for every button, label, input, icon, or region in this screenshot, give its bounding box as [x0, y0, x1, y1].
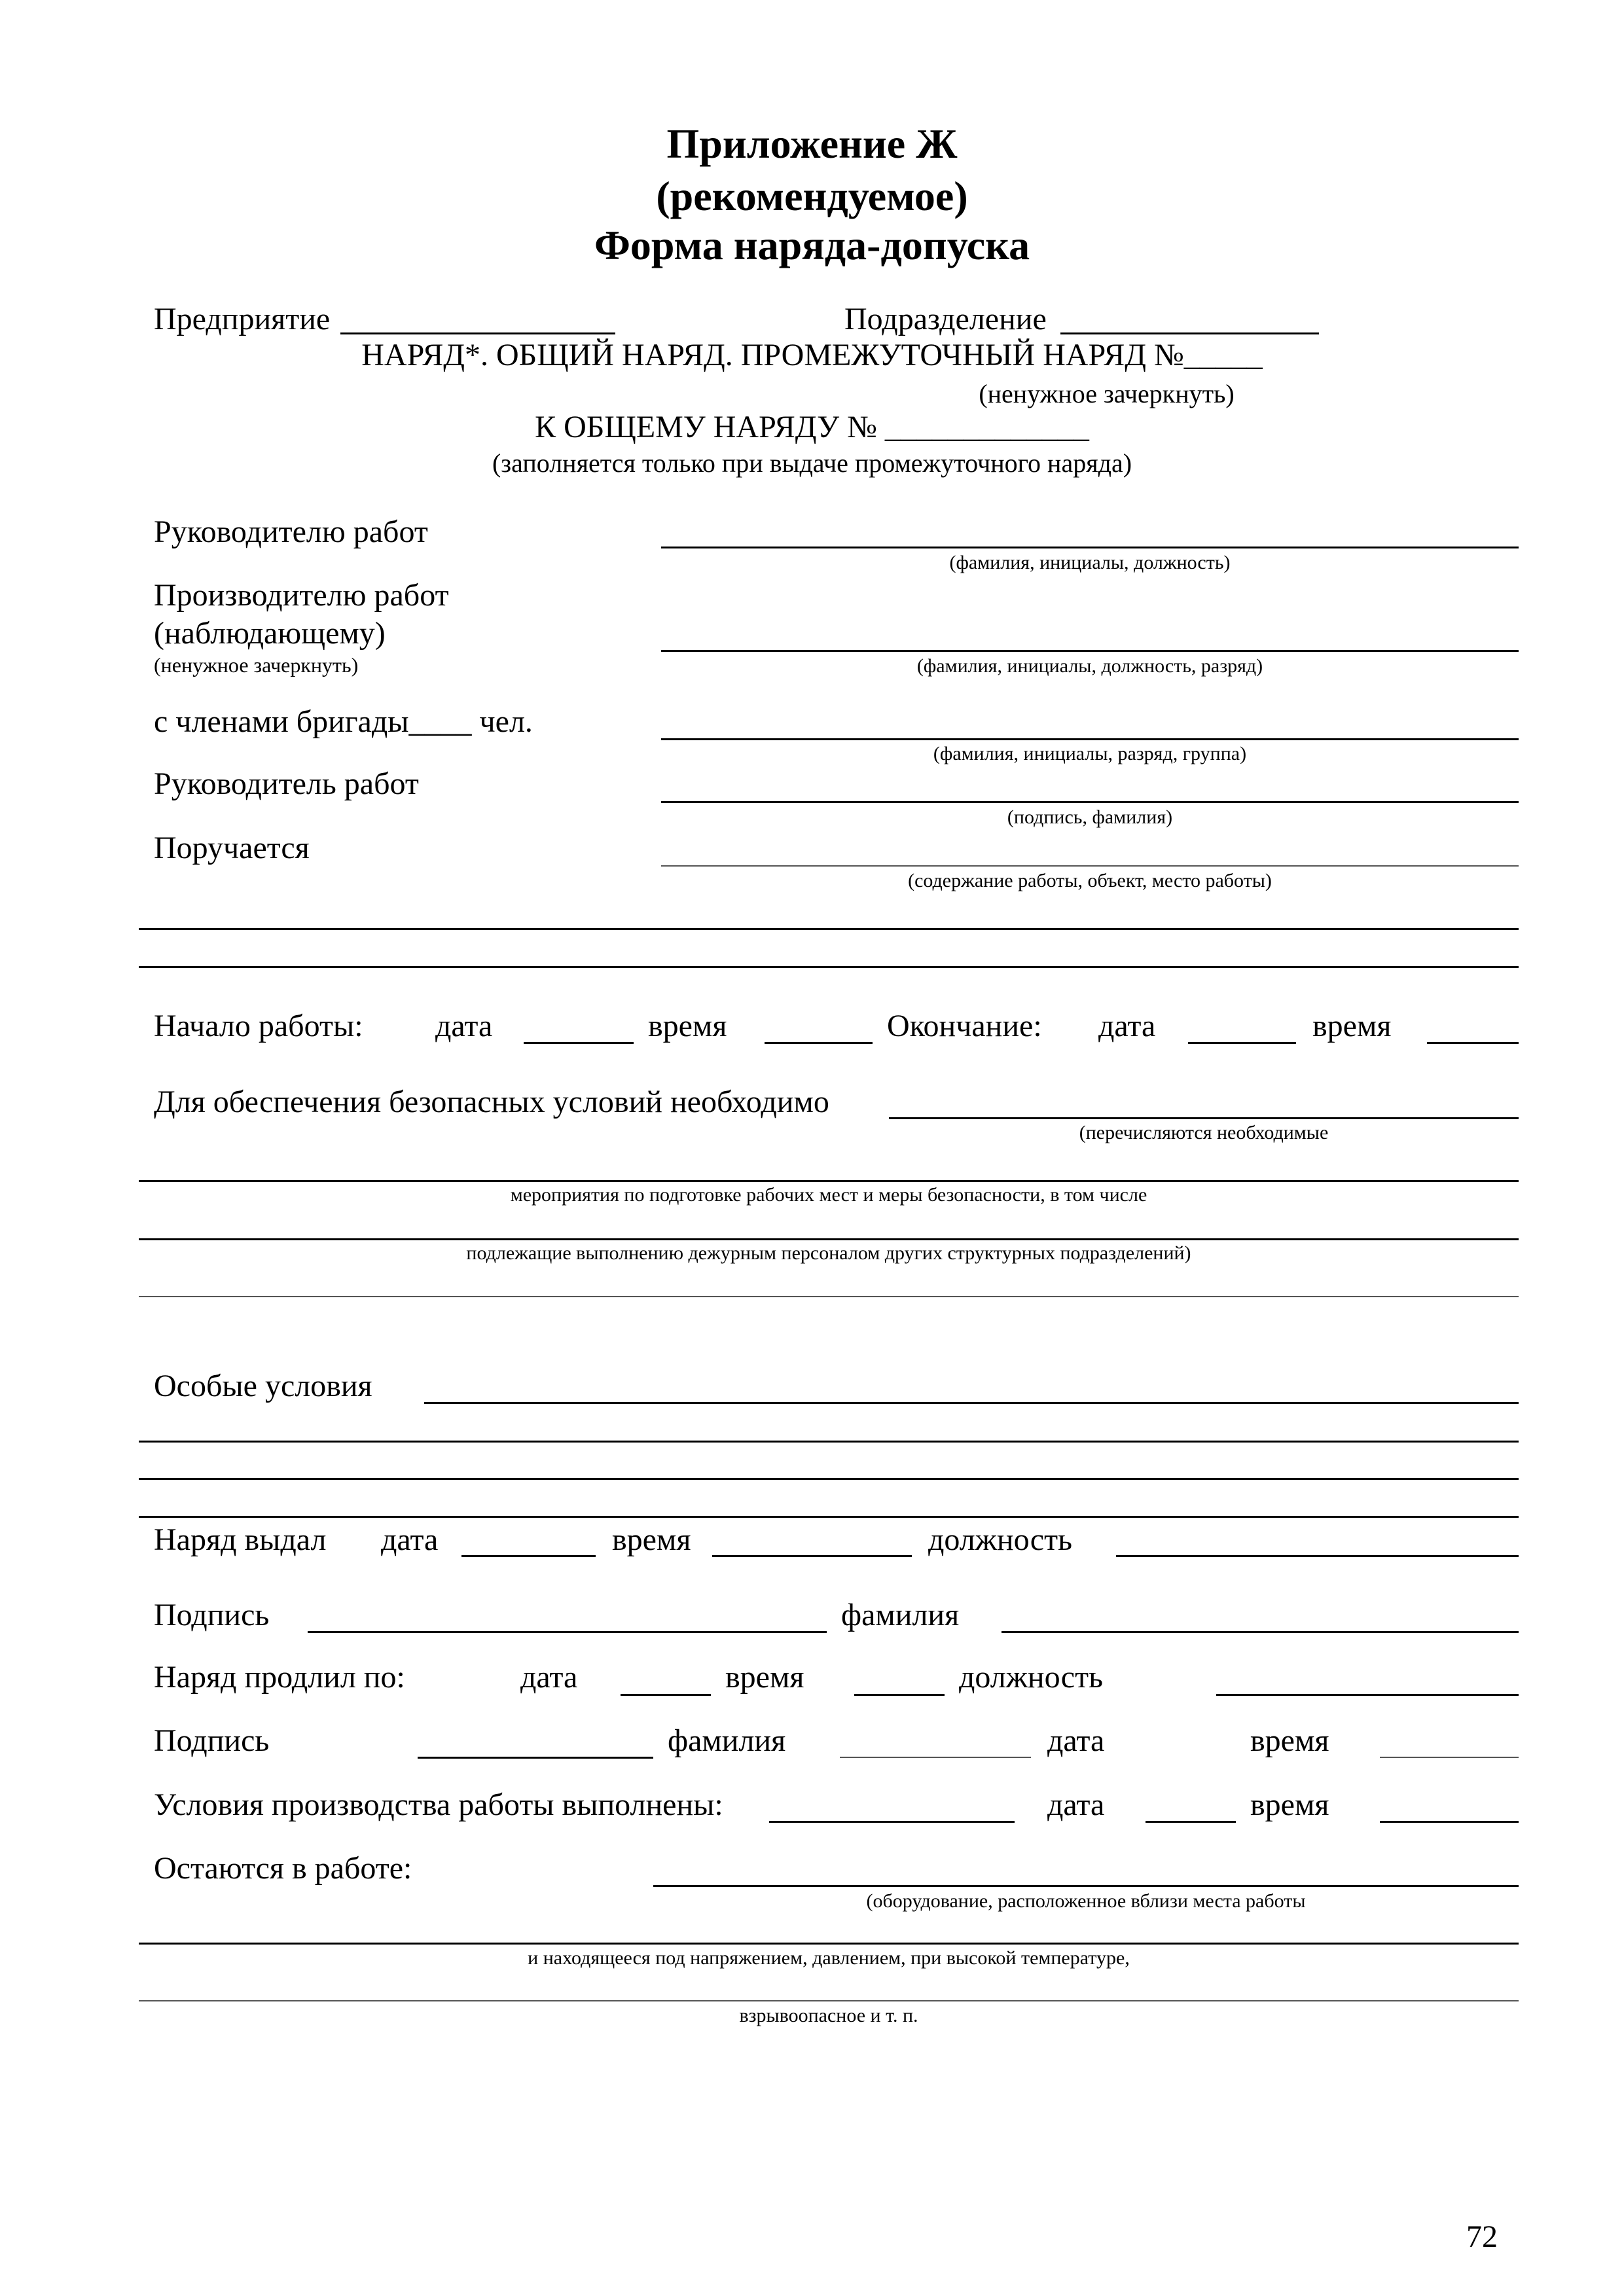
conditions-date-label: дата: [1047, 1787, 1105, 1822]
extended-date-label: дата: [520, 1660, 578, 1695]
safety-line-4[interactable]: [139, 1296, 1519, 1297]
brigade-field[interactable]: [661, 738, 1519, 740]
end-date-field[interactable]: [1188, 1042, 1296, 1044]
safety-line-2[interactable]: [139, 1180, 1519, 1182]
end-time-field[interactable]: [1427, 1042, 1519, 1044]
extended-date-field[interactable]: [621, 1694, 711, 1696]
assigned-continuation-line-1[interactable]: [139, 928, 1519, 930]
issued-surname-label: фамилия: [841, 1598, 960, 1632]
title-appendix: Приложение Ж: [666, 120, 958, 167]
safety-line-3[interactable]: [139, 1238, 1519, 1240]
page-number: 72: [1466, 2219, 1498, 2254]
assigned-continuation-line-2[interactable]: [139, 966, 1519, 968]
enterprise-field[interactable]: [340, 332, 615, 334]
remaining-caption-2: и находящееся под напряжением, давлением, при высокой температуре,: [528, 1947, 1130, 1969]
special-conditions-line-2[interactable]: [139, 1441, 1519, 1443]
assigned-caption: (содержание работы, объект, место работы): [908, 870, 1272, 891]
extended-time2-label: время: [1250, 1723, 1329, 1758]
safety-caption-2: мероприятия по подготовке рабочих мест и меры безопасности, в том числе: [510, 1184, 1147, 1206]
conditions-time-field[interactable]: [1380, 1821, 1519, 1823]
producer-label-observer: (наблюдающему): [154, 616, 386, 651]
special-conditions-line-4[interactable]: [139, 1516, 1519, 1518]
issued-position-label: должность: [928, 1522, 1072, 1557]
extended-signature-label: Подпись: [154, 1723, 270, 1758]
end-date-label: дата: [1098, 1009, 1156, 1043]
brigade-label: с членами бригады____ чел.: [154, 704, 533, 739]
work-manager-field[interactable]: [661, 547, 1519, 548]
extended-date2-label: дата: [1047, 1723, 1105, 1758]
conditions-label: Условия производства работы выполнены:: [154, 1787, 723, 1822]
division-label: Подразделение: [844, 302, 1047, 336]
issued-signature-field[interactable]: [308, 1631, 827, 1633]
safety-caption-1: (перечисляются необходимые: [1079, 1122, 1329, 1143]
start-time-label: время: [648, 1009, 727, 1043]
title-recommended: (рекомендуемое): [656, 173, 968, 219]
start-label: Начало работы:: [154, 1009, 363, 1043]
manager-signature-field[interactable]: [661, 801, 1519, 803]
issued-time-field[interactable]: [712, 1555, 912, 1557]
order-type-hint: (ненужное зачеркнуть): [979, 379, 1235, 408]
start-time-field[interactable]: [765, 1042, 873, 1044]
work-manager-label: Руководителю работ: [154, 514, 428, 549]
producer-label: Производителю работ: [154, 578, 449, 613]
assigned-label: Поручается: [154, 831, 310, 865]
safety-caption-3: подлежащие выполнению дежурным персоналом других структурных подразделений): [466, 1242, 1191, 1264]
assigned-field[interactable]: [661, 865, 1519, 867]
remaining-caption-1: (оборудование, расположенное вблизи места работы: [866, 1890, 1306, 1912]
extended-surname-field[interactable]: [840, 1757, 1031, 1758]
extended-time-label: время: [725, 1660, 804, 1695]
extended-surname-label: фамилия: [668, 1723, 786, 1758]
end-time-label: время: [1312, 1009, 1392, 1043]
remaining-field[interactable]: [653, 1885, 1519, 1887]
safety-label: Для обеспечения безопасных условий необходимо: [154, 1085, 829, 1119]
general-order-line: К ОБЩЕМУ НАРЯДУ № _____________: [535, 410, 1089, 444]
general-order-hint: (заполняется только при выдаче промежуточного наряда): [492, 448, 1132, 478]
remaining-line-2[interactable]: [139, 1943, 1519, 1945]
start-date-field[interactable]: [524, 1042, 634, 1044]
enterprise-label: Предприятие: [154, 302, 331, 336]
extended-label: Наряд продлил по:: [154, 1660, 405, 1695]
brigade-caption: (фамилия, инициалы, разряд, группа): [933, 743, 1247, 764]
special-conditions-field[interactable]: [424, 1402, 1519, 1404]
issued-time-label: время: [612, 1522, 691, 1557]
issued-label: Наряд выдал: [154, 1522, 327, 1557]
division-field[interactable]: [1060, 332, 1319, 334]
extended-position-label: должность: [959, 1660, 1103, 1695]
issued-date-label: дата: [381, 1522, 439, 1557]
manager-signature-caption: (подпись, фамилия): [1007, 806, 1173, 828]
producer-hint: (ненужное зачеркнуть): [154, 653, 359, 677]
title-form-name: Форма наряда-допуска: [594, 222, 1030, 268]
extended-time2-field[interactable]: [1380, 1757, 1519, 1758]
remaining-line-3[interactable]: [139, 2000, 1519, 2001]
issued-position-field[interactable]: [1116, 1555, 1519, 1557]
safety-field[interactable]: [889, 1117, 1519, 1119]
end-label: Окончание:: [887, 1009, 1042, 1043]
extended-position-field[interactable]: [1216, 1694, 1519, 1696]
work-manager-caption: (фамилия, инициалы, должность): [949, 552, 1231, 573]
issued-date-field[interactable]: [461, 1555, 596, 1557]
issued-signature-label: Подпись: [154, 1598, 270, 1632]
issued-surname-field[interactable]: [1001, 1631, 1519, 1633]
remaining-caption-3: взрывоопасное и т. п.: [739, 2005, 918, 2026]
manager-signature-label: Руководитель работ: [154, 766, 419, 801]
producer-field[interactable]: [661, 650, 1519, 652]
conditions-field[interactable]: [769, 1821, 1015, 1823]
special-conditions-line-3[interactable]: [139, 1478, 1519, 1480]
conditions-time-label: время: [1250, 1787, 1329, 1822]
remaining-label: Остаются в работе:: [154, 1851, 412, 1886]
extended-time-field[interactable]: [854, 1694, 945, 1696]
producer-caption: (фамилия, инициалы, должность, разряд): [916, 655, 1263, 677]
special-conditions-label: Особые условия: [154, 1369, 372, 1403]
extended-signature-field[interactable]: [418, 1757, 653, 1759]
conditions-date-field[interactable]: [1146, 1821, 1236, 1823]
order-type-line: НАРЯД*. ОБЩИЙ НАРЯД. ПРОМЕЖУТОЧНЫЙ НАРЯД №_____: [361, 338, 1263, 372]
start-date-label: дата: [435, 1009, 493, 1043]
